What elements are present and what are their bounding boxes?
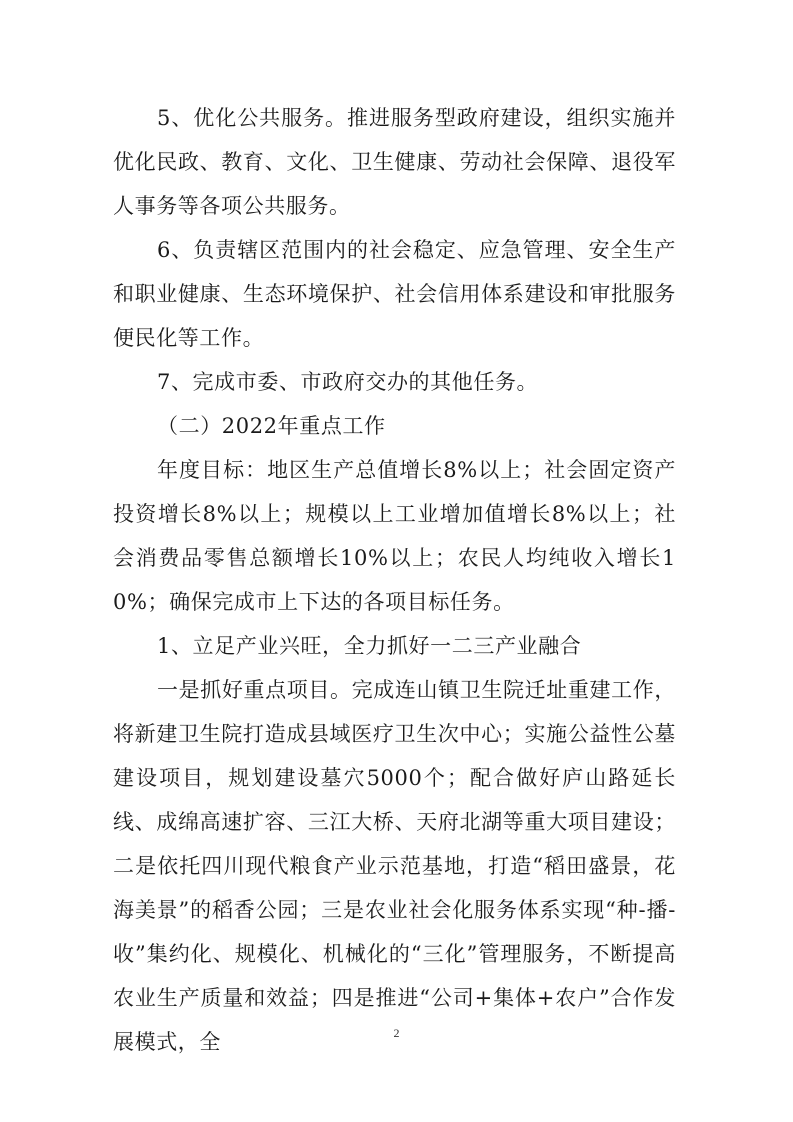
paragraph-social-stability: 6、负责辖区范围内的社会稳定、应急管理、安全生产和职业健康、生态环境保护、社会信用体系建设和审批服务便民化等工作。 [113,238,676,350]
paragraph-annual-targets: 年度目标：地区生产总值增长8%以上；社会固定资产投资增长8%以上；规模以上工业增加值增长8%以上；社会消费品零售总额增长10%以上；农民人均纯收入增长10%；确保完成市上下达的各项目标任务。 [113,458,676,614]
body-text [113,96,676,1064]
page-number: 2 [393,1026,400,1040]
section-heading-2022: （二）2022年重点工作 [157,414,386,438]
subheading-industry: 1、立足产业兴旺，全力抓好一二三产业融合 [157,634,582,658]
paragraph-key-projects: 一是抓好重点项目。完成连山镇卫生院迁址重建工作，将新建卫生院打造成县域医疗卫生次中心；实施公益性公墓建设项目，规划建设墓穴5000个；配合做好庐山路延长线、成绵高速扩容、三江大桥、天府北湖等重大项目建设；二是依托四川现代粮食产业示范基地，打造“稻田盛景，花海美景”的稻香公园；三是农业社会化服务体系实现“种-播-收”集约化、规模化、机械化的“三化”管理服务，不断提高农业生产质量和效益；四是推进“公司+集体+农户”合作发展模式，全 [113,678,676,1054]
paragraph-other-tasks: 7、完成市委、市政府交办的其他任务。 [157,370,539,394]
paragraph-public-services: 5、优化公共服务。推进服务型政府建设，组织实施并优化民政、教育、文化、卫生健康、劳动社会保障、退役军人事务等各项公共服务。 [113,106,676,218]
